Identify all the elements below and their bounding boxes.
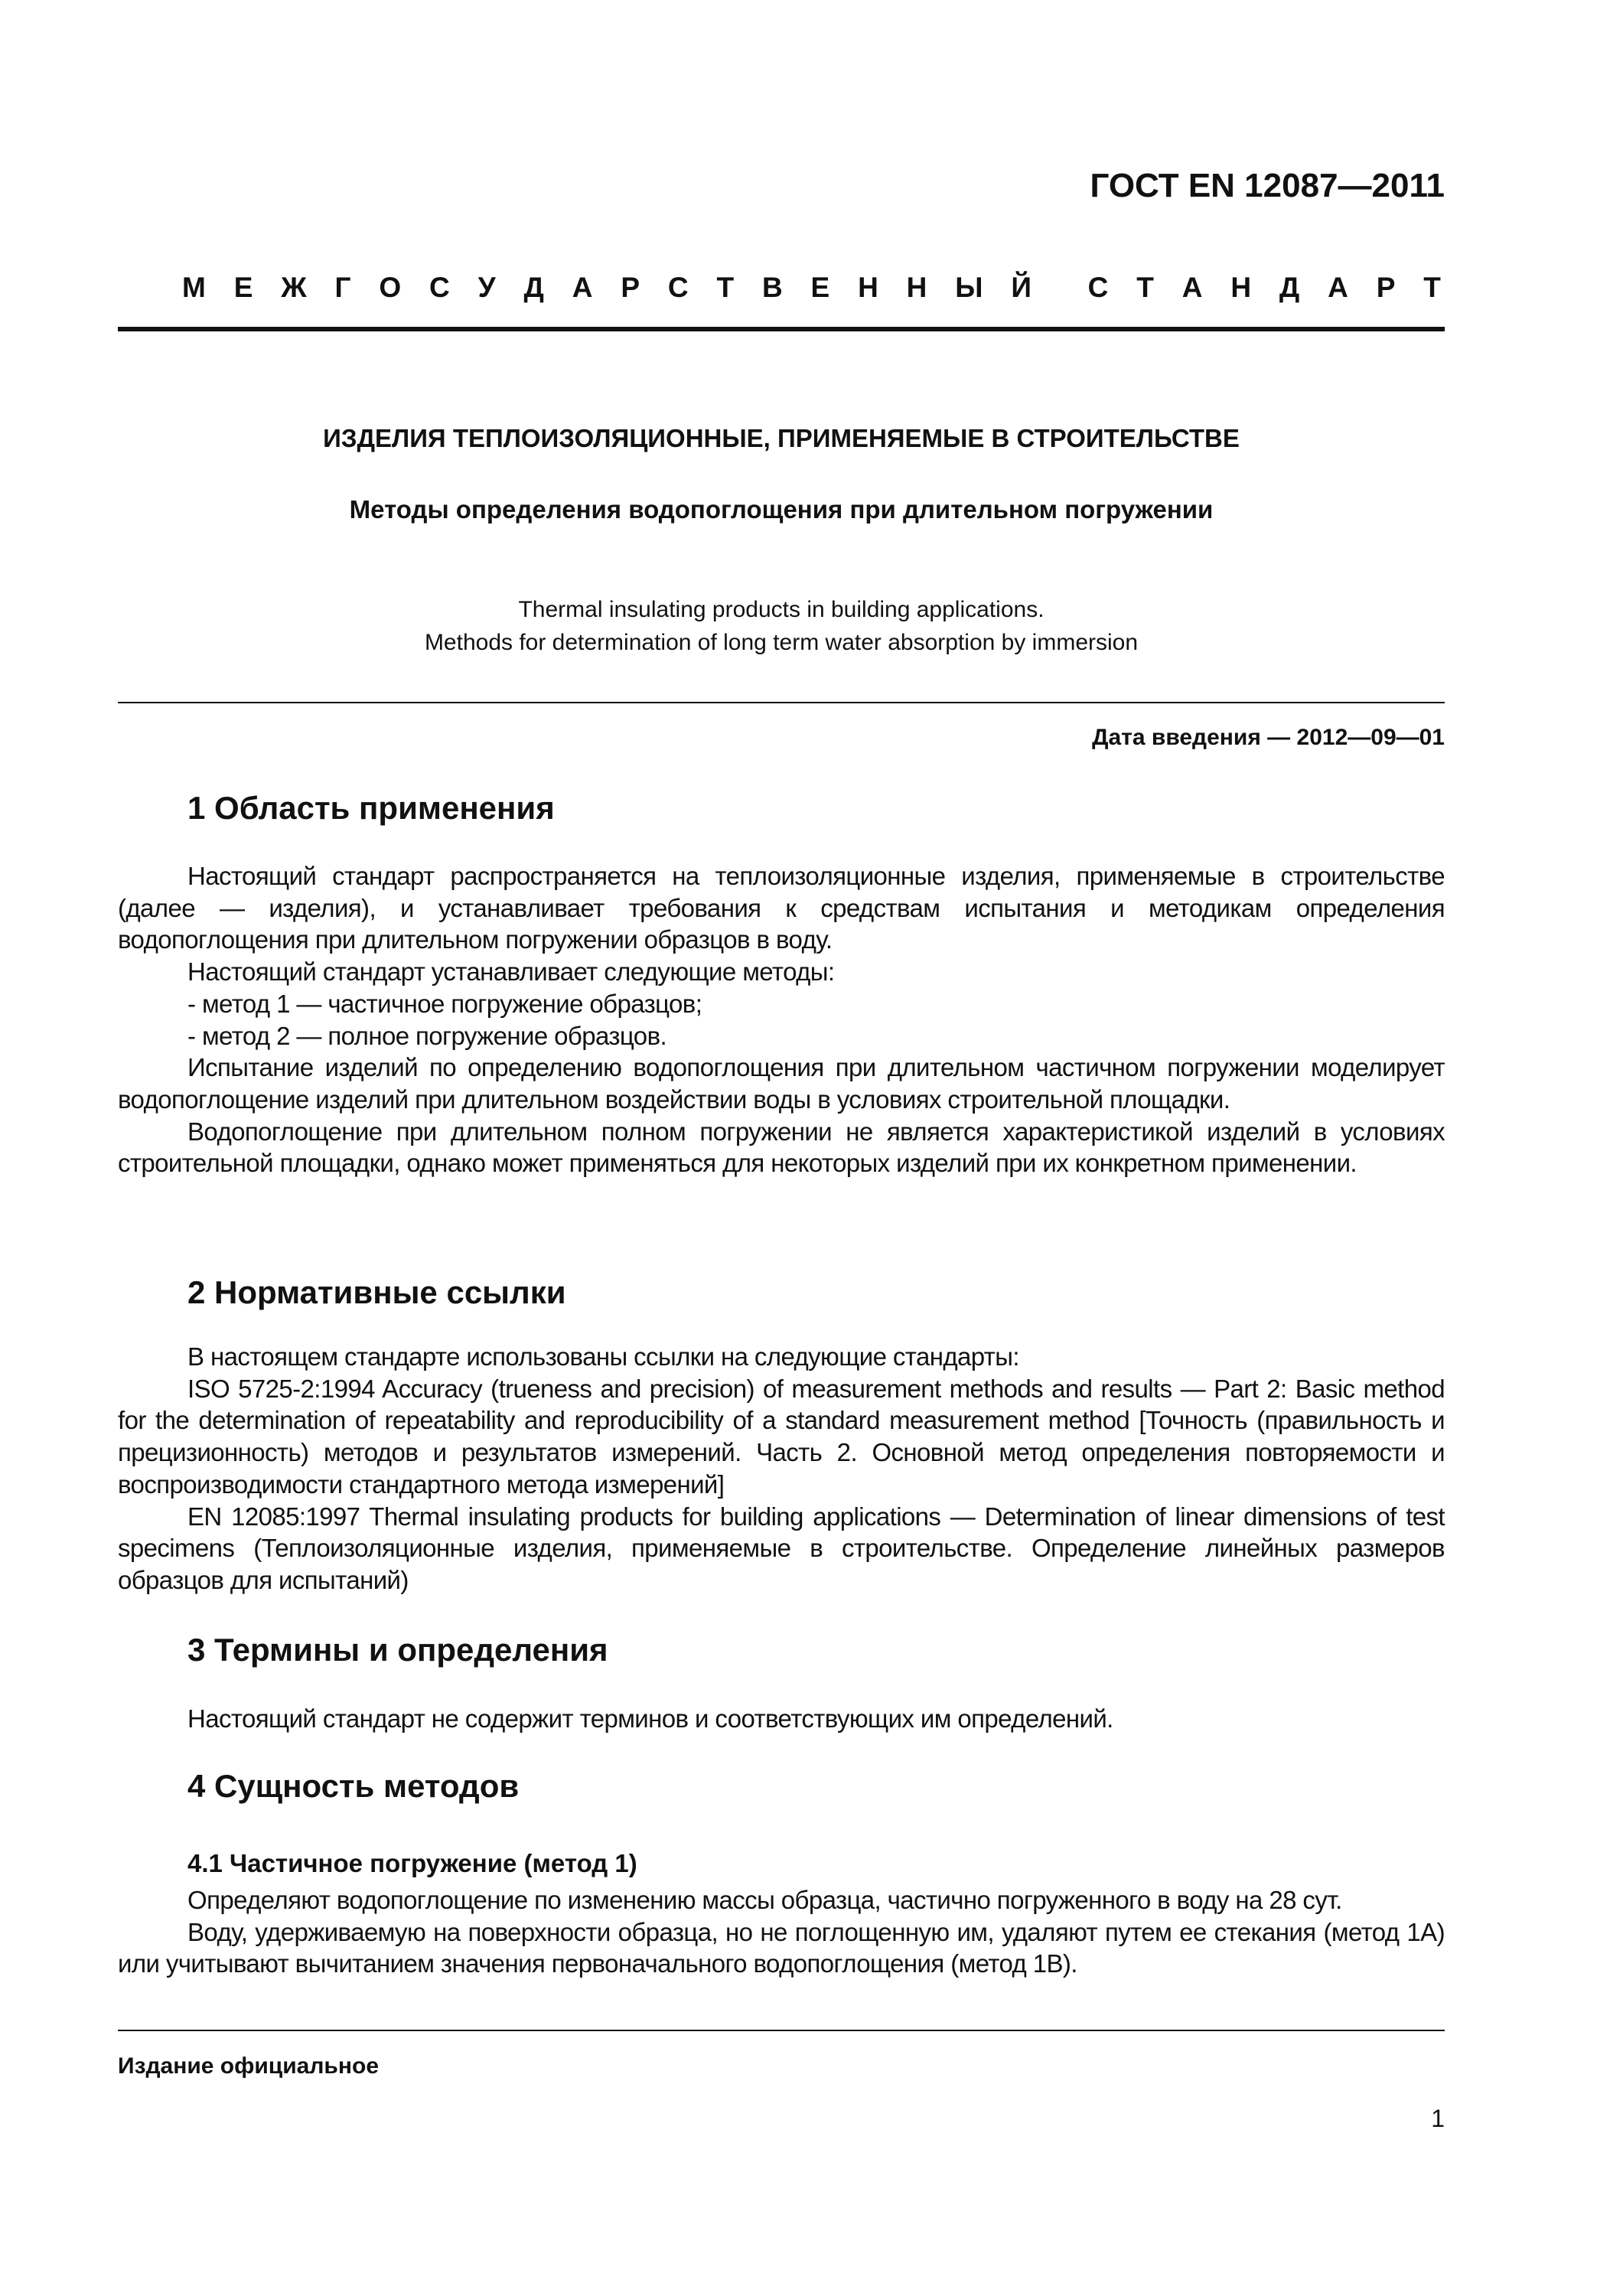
banner-letter: Т bbox=[1423, 272, 1441, 303]
english-title-line-1: Thermal insulating products in building applications. bbox=[518, 597, 1045, 622]
banner-letter: Ж bbox=[281, 272, 307, 303]
interstate-standard-banner bbox=[182, 272, 1441, 304]
banner-letter: У bbox=[477, 272, 496, 303]
banner-letter: В bbox=[761, 272, 783, 303]
paragraph: Настоящий стандарт устанавливает следующие методы: bbox=[187, 957, 835, 987]
document-title: ИЗДЕЛИЯ ТЕПЛОИЗОЛЯЦИОННЫЕ, ПРИМЕНЯЕМЫЕ В СТРОИТЕЛЬСТВЕ bbox=[323, 424, 1240, 452]
banner-letter: А bbox=[1181, 272, 1203, 303]
paragraph: Воду, удерживаемую на поверхности образца, но не поглощенную им, удаляют путем ее стекания (метод 1А) или учитывают вычитанием значения первоначального водопоглощения (метод 1В). bbox=[118, 1917, 1445, 1978]
reference-item: EN 12085:1997 Thermal insulating products for building applications — Determination of linear dimensions of test specimens (Теплоизоляционные изделия, применяемые в строительстве. Определение линейных размеров образцов для испытаний) bbox=[118, 1502, 1445, 1594]
list-item: - метод 2 — полное погружение образцов. bbox=[187, 1021, 667, 1050]
banner-letter: Т bbox=[716, 272, 735, 303]
header-divider bbox=[118, 327, 1445, 331]
section-4-heading: 4 Сущность методов bbox=[187, 1768, 520, 1804]
list-item: - метод 1 — частичное погружение образцов; bbox=[187, 989, 702, 1018]
paragraph: Водопоглощение при длительном полном погружении не является характеристикой изделий в условиях строительной площадки, однако может применяться для некоторых изделий при их конкретном применении. bbox=[118, 1117, 1445, 1178]
subsection-4-1-heading: 4.1 Частичное погружение (метод 1) bbox=[187, 1849, 637, 1877]
banner-letter: Г bbox=[334, 272, 351, 303]
english-title-line-2: Methods for determination of long term water absorption by immersion bbox=[424, 630, 1139, 655]
english-title bbox=[118, 593, 1445, 659]
introduction-date: Дата введения — 2012—09—01 bbox=[1092, 725, 1445, 750]
paragraph: Определяют водопоглощение по изменению массы образца, частично погруженного в воду на 28 сут. bbox=[187, 1886, 1342, 1914]
banner-letter: С bbox=[667, 272, 689, 303]
paragraph: Настоящий стандарт распространяется на теплоизоляционные изделия, применяемые в строительстве (далее — изделия), и устанавливает требования к средствам испытания и методикам определения водопоглощения при длительном погружении образцов в воду. bbox=[118, 862, 1445, 954]
banner-letter: О bbox=[379, 272, 402, 303]
paragraph: Испытание изделий по определению водопоглощения при длительном частичном погружении моделирует водопоглощение изделий при длительном воздействии воды в условиях строительной площадки. bbox=[118, 1053, 1445, 1114]
section-2-heading: 2 Нормативные ссылки bbox=[187, 1274, 566, 1310]
banner-letter: Р bbox=[1376, 272, 1396, 303]
section-3-body bbox=[118, 1703, 1445, 1735]
document-code: ГОСТ EN 12087—2011 bbox=[1090, 167, 1445, 204]
banner-letter: С bbox=[1087, 272, 1109, 303]
section-4-body bbox=[118, 1884, 1445, 1980]
banner-letter: Й bbox=[1011, 272, 1031, 303]
footer-divider bbox=[118, 2030, 1445, 2031]
banner-letter: Р bbox=[621, 272, 640, 303]
page-number: 1 bbox=[1431, 2105, 1445, 2132]
banner-letter: Н bbox=[1230, 272, 1252, 303]
banner-letter: Е bbox=[810, 272, 830, 303]
document-subtitle: Методы определения водопоглощения при длительном погружении bbox=[349, 495, 1214, 523]
banner-letter: Н bbox=[858, 272, 878, 303]
paragraph: Настоящий стандарт не содержит терминов и соответствующих им определений. bbox=[187, 1704, 1113, 1733]
banner-letter: Т bbox=[1136, 272, 1154, 303]
banner-letter: Ы bbox=[955, 272, 983, 303]
section-3-heading: 3 Термины и определения bbox=[187, 1632, 608, 1668]
official-edition-label: Издание официальное bbox=[118, 2053, 380, 2079]
banner-letter: А bbox=[1328, 272, 1348, 303]
banner-letter: С bbox=[429, 272, 450, 303]
title-divider bbox=[118, 702, 1445, 703]
banner-letter: Д bbox=[1279, 272, 1300, 303]
section-2-body bbox=[118, 1341, 1445, 1596]
section-1-heading: 1 Область применения bbox=[187, 790, 555, 826]
banner-letter: А bbox=[572, 272, 593, 303]
banner-letter: Н bbox=[906, 272, 927, 303]
banner-letter: Е bbox=[233, 272, 253, 303]
paragraph: В настоящем стандарте использованы ссылки на следующие стандарты: bbox=[187, 1342, 1019, 1371]
banner-letter: Д bbox=[523, 272, 544, 303]
section-1-body bbox=[118, 860, 1445, 1179]
reference-item: ISO 5725-2:1994 Accuracy (trueness and precision) of measurement methods and results — Part 2: Basic method for the determination of repeatability and reproducibility of a standard measurement method [Точность (правильность и прецизионность) методов и результатов измерений. Часть 2. Основной метод определения повторяемости и воспроизводимости стандартного метода измерений] bbox=[118, 1374, 1445, 1499]
banner-letter: М bbox=[182, 272, 206, 303]
